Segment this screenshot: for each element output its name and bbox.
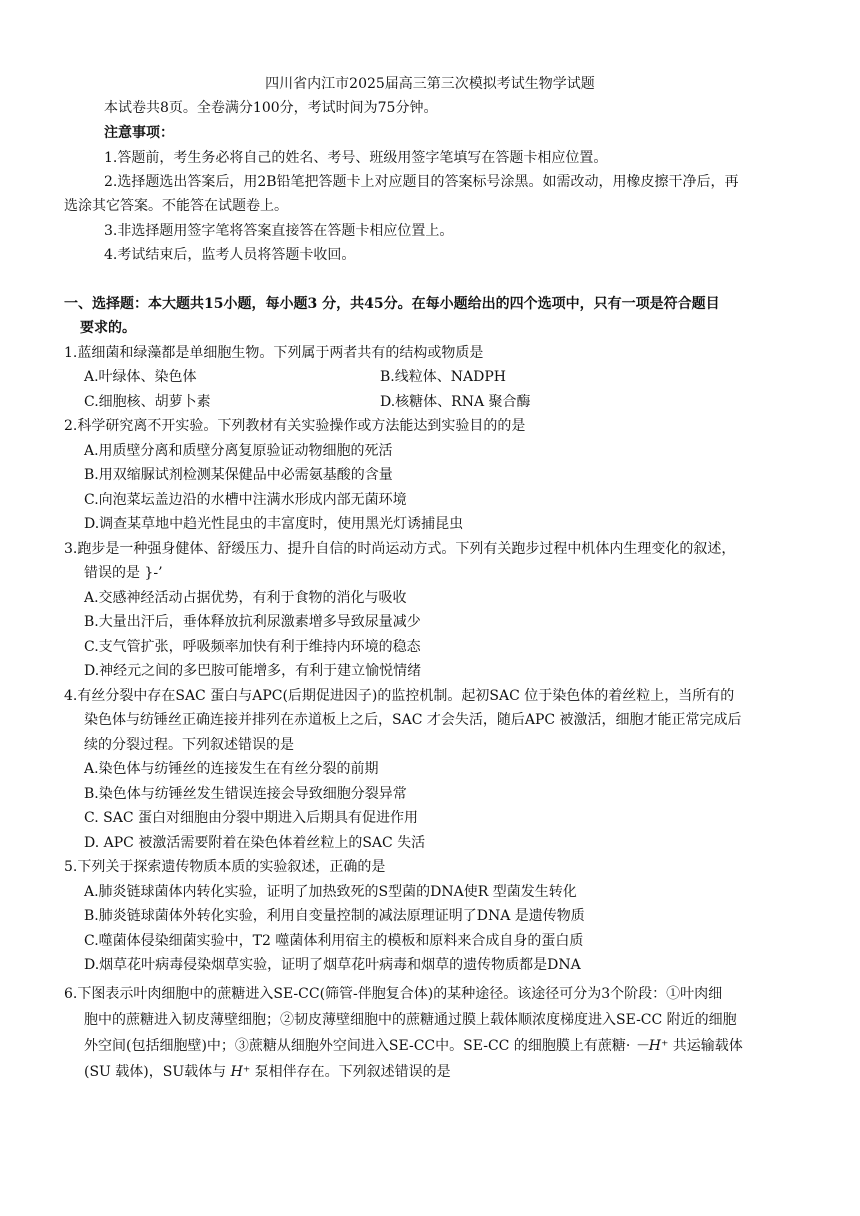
question-6-stem-line4-tail: 泵相伴存在。下列叙述错误的是 (254, 1064, 451, 1080)
question-3-option-c: C.支气管扩张，呼吸频率加快有利于维持内环境的稳态 (84, 639, 421, 655)
proton-symbol: H⁺ (230, 1064, 251, 1080)
question-4-stem: 4.有丝分裂中存在SAC 蛋白与APC(后期促进因子)的监控机制。起初SAC 位于染色体的着丝粒上，当所有的 (64, 688, 735, 704)
question-5-option-d: D.烟草花叶病毒侵染烟草实验，证明了烟草花叶病毒和烟草的遗传物质都是DNA (84, 957, 581, 973)
question-6-stem-line4-text: (SU 载体)，SU载体与 (84, 1064, 227, 1080)
question-6-stem: 6.下图表示叶肉细胞中的蔗糖进入SE-CC(筛管-伴胞复合体)的某种途径。该途径可分为3个阶段：①叶肉细 (64, 986, 723, 1002)
question-4-stem-line3: 续的分裂过程。下列叙述错误的是 (84, 737, 294, 753)
question-3-option-d: D.神经元之间的多巴胺可能增多，有利于建立愉悦情绪 (84, 663, 422, 679)
question-1-option-d: D.核糖体、RNA 聚合酶 (380, 394, 531, 410)
question-6-stem-line3 (84, 1036, 743, 1056)
question-6-stem-line3-text: 外空间(包括细胞壁)中；③蔗糖从细胞外空间进入SE-CC中。SE-CC 的细胞膜上有蔗糖· (84, 1038, 631, 1054)
question-1-option-c: C.细胞核、胡萝卜素 (84, 394, 211, 410)
question-4-option-c: C. SAC 蛋白对细胞由分裂中期进入后期具有促进作用 (84, 810, 418, 826)
question-5-stem: 5.下列关于探索遗传物质本质的实验叙述，正确的是 (64, 859, 386, 875)
note-3: 3.非选择题用签字笔将答案直接答在答题卡相应位置上。 (104, 223, 454, 239)
question-6-stem-line2: 胞中的蔗糖进入韧皮薄壁细胞；②韧皮薄壁细胞中的蔗糖通过膜上载体顺浓度梯度进入SE-CC 附近的细胞 (84, 1012, 737, 1028)
section-heading: 一、选择题：本大题共15小题，每小题3 分，共45分。在每小题给出的四个选项中，只有一项是符合题目 (64, 296, 720, 312)
question-2-stem: 2.科学研究离不开实验。下列教材有关实验操作或方法能达到实验目的的是 (64, 418, 526, 434)
question-4-option-a: A.染色体与纺锤丝的连接发生在有丝分裂的前期 (84, 761, 379, 777)
note-2: 2.选择题选出答案后，用2B铅笔把答题卡上对应题目的答案标号涂黑。如需改动，用橡皮擦干净后，再 (104, 174, 739, 190)
page-title: 四川省内江市2025届高三第三次模拟考试生物学试题 (265, 76, 595, 92)
question-4-option-b: B.染色体与纺锤丝发生错误连接会导致细胞分裂异常 (84, 786, 407, 802)
question-5-option-a: A.肺炎链球菌体内转化实验，证明了加热致死的S型菌的DNA使R 型菌发生转化 (84, 884, 577, 900)
question-2-option-d: D.调查某草地中趋光性昆虫的丰富度时，使用黑光灯诱捕昆虫 (84, 516, 464, 532)
intro-text: 本试卷共8页。全卷满分100分，考试时间为75分钟。 (104, 100, 438, 116)
note-4: 4.考试结束后，监考人员将答题卡收回。 (104, 247, 356, 263)
question-3-stem: 3.跑步是一种强身健体、舒缓压力、提升自信的时尚运动方式。下列有关跑步过程中机体内生理变化的叙述， (64, 541, 736, 557)
question-1-stem: 1.蓝细菌和绿藻都是单细胞生物。下列属于两者共有的结构或物质是 (64, 345, 484, 361)
question-4-stem-line2: 染色体与纺锤丝正确连接并排列在赤道板上之后，SAC 才会失活，随后APC 被激活，细胞才能正常完成后 (84, 712, 742, 728)
question-6-stem-line3-tail: 共运输载体 (672, 1038, 743, 1054)
note-2-continued: 选涂其它答案。不能答在试题卷上。 (64, 198, 288, 214)
question-3-option-b: B.大量出汗后，垂体释放抗利尿激素增多导致尿量减少 (84, 614, 421, 630)
question-1-option-a: A.叶绿体、染色体 (84, 369, 197, 385)
question-5-option-b: B.肺炎链球菌体外转化实验，利用自变量控制的减法原理证明了DNA 是遗传物质 (84, 908, 585, 924)
notes-heading: 注意事项： (104, 125, 174, 141)
question-3-stem-continued: 错误的是 }-’ (84, 565, 163, 581)
proton-symbol: －H⁺ (634, 1038, 669, 1054)
question-4-option-d: D. APC 被激活需要附着在染色体着丝粒上的SAC 失活 (84, 835, 426, 851)
question-5-option-c: C.噬菌体侵染细菌实验中，T2 噬菌体利用宿主的模板和原料来合成自身的蛋白质 (84, 933, 584, 949)
note-1: 1.答题前，考生务必将自己的姓名、考号、班级用签字笔填写在答题卡相应位置。 (104, 150, 608, 166)
question-3-option-a: A.交感神经活动占据优势，有利于食物的消化与吸收 (84, 590, 407, 606)
question-2-option-c: C.向泡菜坛盖边沿的水槽中注满水形成内部无菌环境 (84, 492, 407, 508)
question-1-option-b: B.线粒体、NADPH (380, 369, 506, 385)
question-2-option-a: A.用质壁分离和质壁分离复原验证动物细胞的死活 (84, 443, 393, 459)
question-2-option-b: B.用双缩脲试剂检测某保健品中必需氨基酸的含量 (84, 467, 393, 483)
question-6-stem-line4 (84, 1062, 451, 1082)
section-heading-continued: 要求的。 (80, 320, 136, 336)
